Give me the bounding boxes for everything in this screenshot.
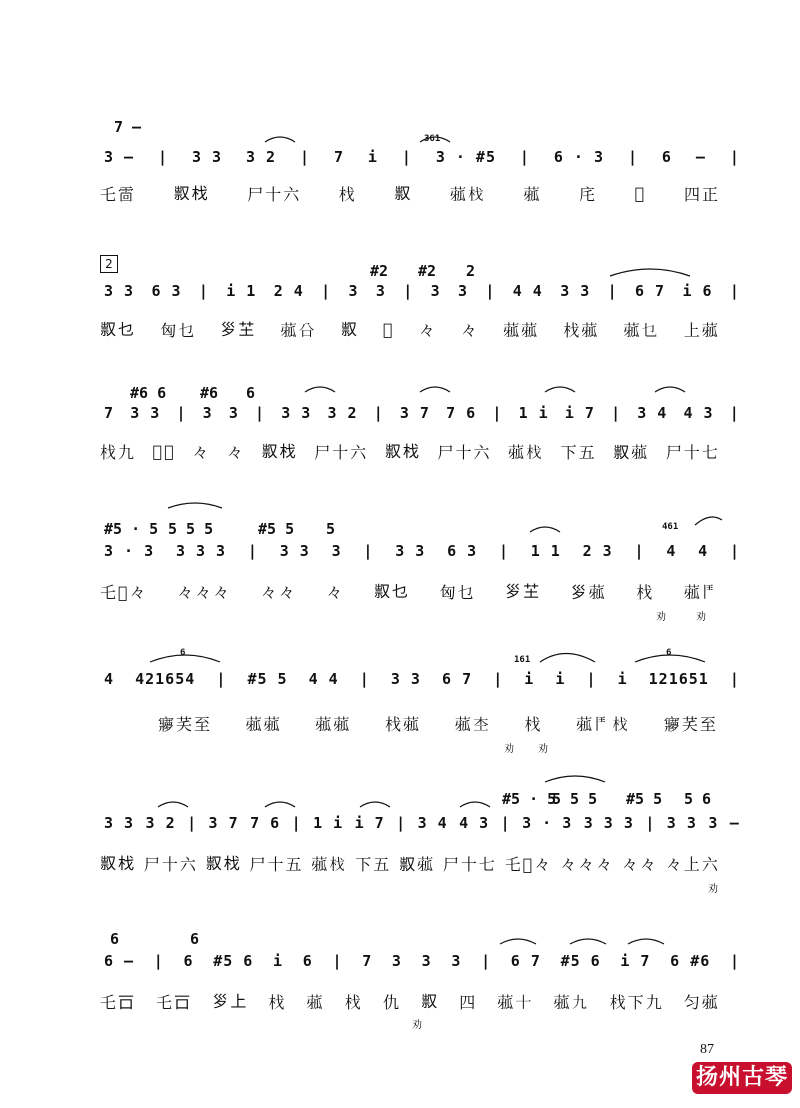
barline: | [519,148,530,166]
jianzi: 𠭥𣏾 [100,854,137,873]
note: 3 4 [417,814,448,832]
note: 3 [228,404,239,422]
note: 3 [708,814,719,832]
upper-notes: #6 6 [130,384,167,402]
jianzi: 𠭥 [421,992,440,1011]
upper-notes: 6 [110,930,120,948]
jianzi: 𦴉㕣 [280,320,317,340]
fingering-sub: 劝 [656,612,666,623]
barline: | [481,952,492,970]
slur [570,939,606,944]
upper-notes: 2 [466,262,476,280]
jianzi: 々 [192,443,211,462]
ornament: 161 [514,655,531,665]
note: i 7 [354,814,385,832]
barline: | [247,542,258,560]
jianzi: 𦴉𣏾 [508,442,545,462]
note: 1 i [313,814,344,832]
note: 6 7 [635,282,666,300]
note: 3 [331,542,342,560]
note: 3 [391,952,402,970]
jianzi: 𦴉𣏾 [449,184,486,204]
ornament: 461 [662,522,679,532]
jianzi: 𡿪芏 [505,582,542,601]
jianzi: 尸十七 [665,443,720,462]
note: 3 3 [666,814,697,832]
barline: | [401,148,412,166]
note: i [555,670,566,688]
upper-notes: 6 [246,384,256,402]
slur [540,654,595,663]
jianzi: 𦴉 [523,184,542,204]
note: 3 3 [191,148,223,166]
jianzi: 𦴉十 [497,992,534,1012]
note: 6 3 [447,542,478,560]
slur [420,387,450,392]
jianzi: 々々 [622,855,659,874]
note: 4 [104,670,115,688]
section-marker: 2 [100,255,118,273]
jianzi: 𡋁々 [152,442,176,461]
jianzi: 尸十六 [247,185,302,204]
upper-notes: 5 5 5 [552,790,598,808]
jianzi: 下五 [355,855,392,874]
note: 6 7 [510,952,541,970]
barline: | [403,282,414,300]
note: 4 [698,542,709,560]
jianpu-row [104,404,740,422]
barline: | [645,814,656,832]
jianpu-row [104,670,740,688]
barline: | [500,814,511,832]
upper-notes: 6 [190,930,200,948]
jianzi: 𦴉乜 [623,320,660,340]
note: #5 6 [560,952,601,970]
jianzi-row [100,852,720,875]
note: 3 7 [399,404,430,422]
note: 4 3 [683,404,714,422]
slur [530,527,560,532]
upper-notes: #5 5 [258,520,295,538]
slur [265,802,295,807]
note: 4 3 [459,814,490,832]
jianzi: 乇𡋁々 [100,583,148,602]
barline: | [729,670,740,688]
slur [628,939,664,944]
note: i 7 [564,404,595,422]
jianzi: 𦴉𦴉 [315,714,352,734]
barline: | [485,282,496,300]
note: i 7 [620,952,651,970]
jianzi: 𠭥𣏾 [173,184,210,203]
barline: | [493,670,504,688]
barline: | [291,814,302,832]
tuplet-mark: 6 [180,648,186,658]
slur [305,387,335,392]
note: — [695,148,706,166]
jianzi: 匈乜 [439,583,476,602]
slur [265,137,295,142]
barline: | [176,404,187,422]
note: 3 3 [560,282,591,300]
barline: | [198,282,209,300]
jianzi: 𡿪上 [212,992,249,1011]
note: 3 3 3 [583,814,634,832]
slur [500,939,536,944]
jianzi: 𠭥 [394,184,413,203]
slur [695,517,722,525]
note: 6 [183,952,194,970]
jianzi: 々 [418,321,437,340]
upper-notes: #5 · 5 [104,520,159,538]
note: 3 3 3 [175,542,227,560]
jianzi: 乇𡋁々 [504,855,553,874]
jianzi: 𠭥𣏾 [384,442,421,461]
barline: | [153,952,164,970]
barline: | [729,404,740,422]
note: 6 [302,952,313,970]
note: 7 6 [446,404,477,422]
upper-notes: #5 5 [626,790,663,808]
note: 6 · 3 [553,148,605,166]
slur [158,802,188,807]
barline: | [611,404,622,422]
note: 3 2 [245,148,277,166]
note: 3 3 [130,404,161,422]
jianzi: 𠭥𣏾 [261,442,298,461]
jianzi: 匀𦴉 [683,993,720,1012]
jianzi: 々 [227,443,246,462]
jianzi: 㝱芺至 [663,715,718,734]
slur [655,387,685,392]
jianzi: 㝱芺至 [158,715,213,734]
note: 4 4 [308,670,339,688]
jianzi: 尸十七 [442,855,497,874]
jianzi: 々 [461,321,480,340]
note: 6 — [104,952,135,970]
jianzi: 乇䨓 [100,185,137,204]
note: 7 [333,148,344,166]
jianzi-row [100,182,720,205]
jianzi: 𢀳 [634,184,647,203]
jianzi: 𦴉𩰋𣏾 [576,714,631,734]
upper-notes: 5 5 5 [168,520,214,538]
site-watermark: 扬州古琴 [692,1062,792,1094]
jianzi: 𠭥𦴉 [399,854,436,874]
slur [610,269,690,276]
note: 7 [104,404,115,422]
jianzi: 𦴉杢 [454,714,491,734]
jianzi: 𦴉 [306,992,325,1012]
note: 1 i [518,404,549,422]
jianzi: 𦴉𩰋 [683,582,720,602]
note: 7 6 [250,814,281,832]
jianzi: 々々々 [177,583,232,602]
note: 421654 [135,670,196,688]
jianzi: 四正 [683,185,720,204]
barline: | [729,952,740,970]
jianzi: 匈乜 [160,321,197,340]
tuplet-mark: 6 [666,648,672,658]
note: 3 · 3 [522,814,573,832]
jianzi: 㡯 [579,185,598,204]
barline: | [634,542,645,560]
note: 3 · #5 [435,148,496,166]
note: 3 3 [390,670,421,688]
note: 3 [348,282,359,300]
jianzi: 々々々 [560,855,615,874]
fingering-sub: 劝 [504,744,514,755]
barline: | [498,542,509,560]
jianzi: 𣏾 [344,993,363,1012]
note: 3 3 [279,542,310,560]
barline: | [373,404,384,422]
jianzi-row [100,580,720,603]
jianzi: 々 [326,583,345,602]
jianzi: 々上六 [665,855,720,874]
jianzi: 𦴉𣏾 [311,854,348,874]
note: 3 2 [145,814,176,832]
jianzi: 𦴉𦴉 [245,714,282,734]
jianzi: 𠭥乜 [100,320,137,339]
barline: | [321,282,332,300]
slur [545,776,605,782]
barline: | [332,952,343,970]
jianzi: 尸十六 [437,443,492,462]
jianzi: 四 [459,993,478,1012]
note: #5 6 [213,952,254,970]
jianzi: 𣏾 [524,715,543,734]
jianzi: 𠭥𣏾 [205,854,242,873]
jianpu-row [104,814,740,832]
jianzi: 仇 [382,993,401,1012]
upper-notes: #5 · 5 [502,790,557,808]
jianzi-row [158,712,718,735]
barline: | [300,148,311,166]
page-number: 87 [700,1042,714,1057]
jianpu-row [104,148,740,166]
note: i [273,952,284,970]
note: 3 3 [104,282,135,300]
jianzi: 𣏾九 [100,443,137,462]
barline: | [627,148,638,166]
jianzi: 上𦴉 [683,321,720,340]
note: 3 [430,282,441,300]
note: i [617,670,628,688]
jianzi: 尸十五 [249,855,304,874]
barline: | [363,542,374,560]
note: 4 4 [512,282,543,300]
fingering-sub: 劝 [696,612,706,623]
slur [168,503,222,508]
note: 3 3 [281,404,312,422]
jianzi: 下五 [560,443,597,462]
upper-notes: #6 [200,384,219,402]
jianpu-row [104,542,740,560]
jianpu-row [104,282,740,300]
jianzi: 乇𠮛 [100,993,137,1012]
note: 6 3 [151,282,182,300]
note: i [367,148,378,166]
jianzi: 尸十六 [314,443,369,462]
note: 3 [458,282,469,300]
barline: | [255,404,266,422]
note: 3 4 [637,404,668,422]
note: 3 [451,952,462,970]
barline: | [187,814,198,832]
slur [460,802,490,807]
barline: | [492,404,503,422]
barline: | [729,542,740,560]
note: 3 [375,282,386,300]
note: 121651 [648,670,709,688]
note: i [524,670,535,688]
barline: | [586,670,597,688]
barline: | [729,148,740,166]
upper-notes: #2 [418,262,437,280]
jianzi: 𦴉𦴉 [503,320,540,340]
ornament: 361 [424,134,441,144]
note: 7 [362,952,373,970]
upper-notes: #2 [370,262,389,280]
slur [545,387,575,392]
note: 3 2 [327,404,358,422]
barline: | [607,282,618,300]
jianzi: 𣏾 [636,583,655,602]
barline: | [216,670,227,688]
jianzi: 𡋁 [383,320,395,339]
note: 3 [421,952,432,970]
note: i 1 [226,282,257,300]
jianzi: 𣏾𦴉 [563,321,600,340]
upper-notes: 5 [326,520,336,538]
jianzi: 𠭥𦴉 [613,442,650,462]
jianzi: 乇𠮛 [156,993,193,1012]
jianzi: 𣏾𦴉 [385,715,422,734]
jianzi: 𡿪芏 [220,320,257,339]
jianpu-row [104,952,740,970]
jianzi: 𠭥 [340,320,359,339]
note: 3 3 [395,542,426,560]
note: 3 · 3 [104,542,155,560]
slur [360,802,390,807]
note: 1 1 [530,542,561,560]
note: 3 — [104,148,135,166]
note: — [729,814,740,832]
jianzi: 𣏾 [268,993,287,1012]
upper-notes: 5 6 [684,790,712,808]
jianzi-row [100,318,720,341]
jianzi-row [100,990,720,1013]
note: 6 [661,148,672,166]
jianzi-row [100,440,720,463]
barline: | [729,282,740,300]
note: 6 7 [442,670,473,688]
note: i 6 [682,282,713,300]
jianzi: 𣏾下九 [609,993,664,1012]
jianzi: 尸十六 [143,855,198,874]
jianzi: 𡿪𦴉 [570,582,607,602]
barline: | [158,148,169,166]
upper-notes: 7 — [114,118,142,136]
note: 3 7 [208,814,239,832]
note: 3 [202,404,213,422]
fingering-sub: 劝 [538,744,548,755]
note: 6 #6 [670,952,711,970]
note: 2 4 [273,282,304,300]
note: #5 5 [247,670,288,688]
fingering-sub: 劝 [412,1020,422,1031]
jianzi: 𣏾 [338,185,357,204]
jianzi: 𦴉九 [553,992,590,1012]
jianzi: 々々 [260,583,297,602]
note: 3 3 [104,814,135,832]
note: 2 3 [582,542,613,560]
fingering-sub: 劝 [708,884,718,895]
jianzi: 𠭥乜 [373,582,410,601]
note: 4 [666,542,677,560]
barline: | [396,814,407,832]
barline: | [359,670,370,688]
